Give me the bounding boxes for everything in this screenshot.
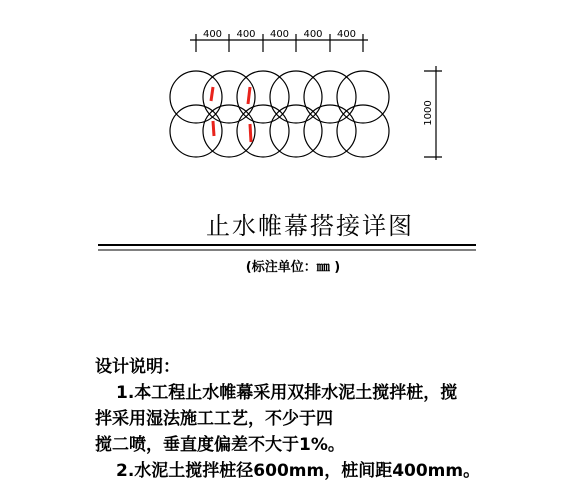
pile-row1-4	[270, 71, 322, 123]
overlap-markers	[211, 87, 251, 142]
pile-row2-4	[270, 105, 322, 157]
pile-row2-2	[203, 105, 255, 157]
notes-heading: 设计说明：	[95, 357, 180, 377]
dim-label-3: 400	[269, 29, 290, 40]
pile-row2-6	[337, 105, 389, 157]
overlap-marker-4	[250, 124, 251, 142]
drawing-title: 止水帷幕搭接详图	[206, 212, 414, 240]
pile-row1-5	[304, 71, 356, 123]
pile-row1-1	[170, 71, 222, 123]
unit-note: (标注单位：㎜ )	[245, 260, 341, 275]
overlap-marker-1	[211, 87, 213, 101]
dim-label-1: 400	[202, 29, 223, 40]
pile-circles	[170, 71, 389, 157]
pile-row1-3	[237, 71, 289, 123]
notes-item1-line1: 1.本工程止水帷幕采用双排水泥土搅拌桩，搅	[116, 383, 458, 403]
notes-item1-line2: 拌采用湿法施工工艺，不少于四	[95, 409, 333, 429]
overlap-marker-2	[248, 87, 250, 104]
dim-label-2: 400	[236, 29, 256, 40]
notes-item1-line3: 搅二喷，垂直度偏差不大于1%。	[95, 435, 345, 455]
dim-label-5: 400	[336, 29, 357, 40]
height-label: 1000	[423, 100, 434, 126]
pile-row2-5	[304, 105, 356, 157]
notes-item2-line1: 2.水泥土搅拌桩径600mm，桩间距400mm。	[116, 461, 481, 481]
top-dimension-labels	[203, 29, 356, 40]
pile-row2-3	[237, 105, 289, 157]
pile-row1-6	[337, 71, 389, 123]
overlap-marker-3	[213, 121, 214, 136]
design-notes	[95, 354, 515, 484]
dim-label-4: 400	[303, 29, 323, 40]
